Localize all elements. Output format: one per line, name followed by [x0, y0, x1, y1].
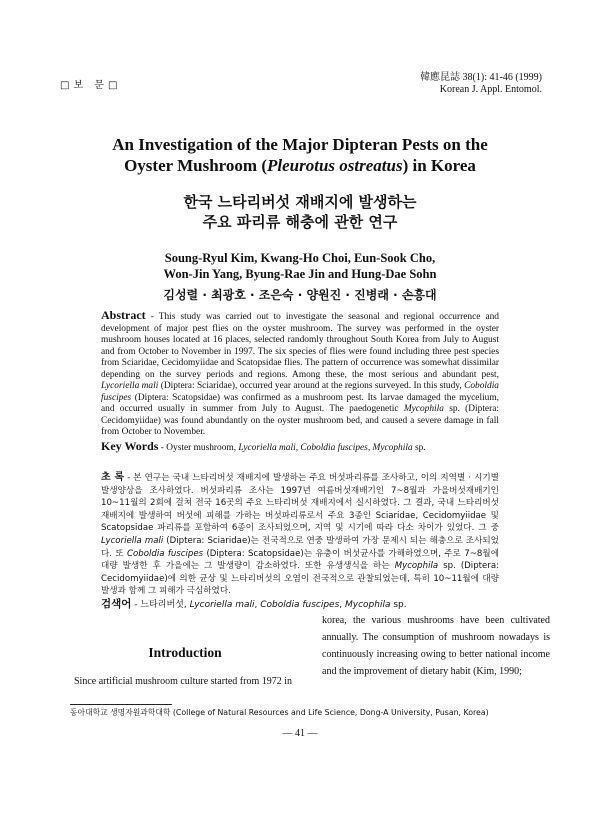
paper-title [40, 134, 560, 176]
authors-line-1: Soung-Ryul Kim, Kwang-Ho Choi, Eun-Sook Cho, [164, 251, 436, 265]
introduction-column-right: korea, the various mushrooms have been cultivated annually. The consumption of mushroom nowadays is continuously increasing owing to better national income and the improvement of dietary habit (Kim, 1990; [322, 615, 550, 677]
author-list [40, 250, 560, 282]
keywords-korean: 검색어 - 느타리버섯, Lycoriella mali, Coboldia fuscipes, Mycophila sp. [101, 598, 407, 610]
title-line-2: Oyster Mushroom (Pleurotus ostreatus) in Korea [124, 156, 476, 175]
abstract-korean: 초 록 - 본 연구는 국내 느타리버섯 재배지에 발생하는 주요 버섯파리류를 조사하고, 이의 지역별 · 시기별 발생양상을 조사하였다. 버섯파리류 조사는 1997년 여름버섯재배기인 7~8월과 가을버섯재배기인 10~11월의 2회에 걸쳐 전국 16곳의 주요 느타리버섯 재배지에서 실시하였다. 그 결과, 국내 느타리버섯 재배지에 발생하여 버섯에 피해를 가하는 버섯파리류로서 주요 3종인 Sciaridae, Cecidomyiidae 및 Scatopsidae 파리류를 포함하여 6종이 조사되었으며, 지역 및 시기에 따라 다소 차이가 있었다. 그 중 Lycoriella mali (Diptera: Sciaridae)는 전국적으로 연중 발생하여 가장 문제시 되는 해충으로 조사되었다. 또 Coboldia fuscipes (Diptera: Scatopsidae)는 유충이 버섯균사를 가해하였으며, 주로 7~8월에 대량 발생한 후 가을에는 그 발생량이 감소하였다. 또한 유생생식을 하는 Mycophila sp. (Diptera: Cecidomyiidae)에 의한 균상 및 느타리버섯의 오염이 전국적으로 관찰되었는데, 특히 10~11월에 대량발생과 함께 그 피해가 극심하였다. [101, 472, 499, 597]
title-kr-line-2: 주요 파리류 해충에 관한 연구 [202, 213, 398, 231]
authors-line-2: Won-Jin Yang, Byung-Rae Jin and Hung-Dae Sohn [163, 267, 437, 281]
section-heading-introduction: Introduction [148, 645, 222, 660]
page-number: — 41 — [282, 728, 318, 739]
footnote-rule [70, 704, 172, 705]
journal-citation-kr: 韓應昆誌 38(1): 41-46 (1999) [420, 72, 542, 83]
article-type-label: □보 문□ [60, 80, 122, 91]
title-kr-line-1: 한국 느타리버섯 재배지에 발생하는 [183, 193, 417, 211]
introduction-column-left: Since artificial mushroom culture started from 1972 in [74, 676, 292, 687]
journal-citation [420, 72, 542, 96]
keywords-label: Key Words [101, 439, 159, 453]
journal-name-en: Korean J. Appl. Entomol. [439, 84, 542, 95]
title-line-1: An Investigation of the Major Dipteran Pests on the [112, 135, 488, 154]
keywords-kr-label: 검색어 [101, 598, 132, 610]
affiliation-footnote: 동아대학교 생명자원과학대학 (College of Natural Resources and Life Science, Dong-A University, Pusan, Korea) [70, 708, 489, 717]
keywords: Key Words - Oyster mushroom, Lycoriella mali, Coboldia fuscipes, Mycophila sp. [101, 439, 426, 453]
abstract: Abstract - This study was carried out to investigate the seasonal and regional occurrence and development of major pest flies on the oyster mushroom. The survey was performed in the oyster mushroom houses located at 16 places, selected randomly throughout South Korea from July to August and from October to November in 1997. The six species of flies were found including three pest species from Sciaridae, Cecidomyiidae and Scatopsidae flies. The pattern of occurrence was somewhat dissimilar depending on the survey periods and regions. Among these, the most serious and abundant pest, Lycoriella mali (Diptera: Sciaridae), occurred year around at the regions surveyed. In this study, Coboldia fuscipes (Diptera: Scatopsidae) was confirmed as a mushroom pest. Its larvae damaged the mycelium, and occurred usually in summer from July to August. The paedogenetic Mycophila sp. (Diptera: Cecidomyiidae) was found abundantly on the oyster mushroom bed, and caused a severe damage in fall from October to November. [101, 308, 499, 437]
abstract-label: Abstract [101, 308, 146, 322]
author-list-korean: 김성렬 · 최광호 · 조은숙 · 양원진 · 진병래 · 손흥대 [163, 288, 437, 302]
paper-title-korean [40, 192, 560, 232]
abstract-kr-label: 초 록 [101, 472, 125, 483]
